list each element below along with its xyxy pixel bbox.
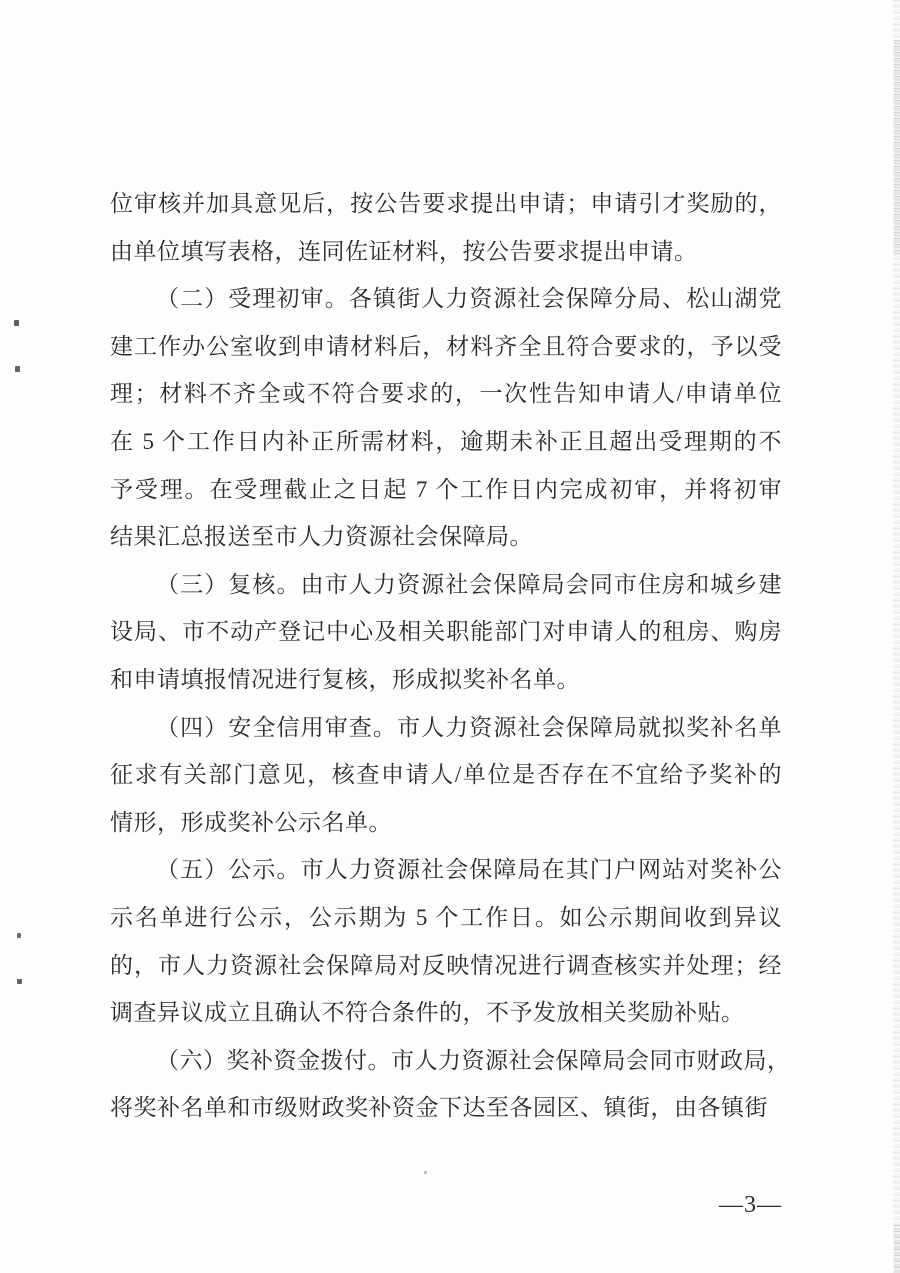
text-line: （六）奖补资金拨付。市人力资源社会保障局会同市财政局， — [156, 1047, 791, 1073]
scan-speck — [14, 320, 19, 326]
document-body — [110, 180, 791, 1132]
text-line: 结果汇总报送至市人力资源社会保障局。 — [110, 524, 533, 550]
text-line: 理；材料不齐全或不符合要求的，一次性告知申请人/申请单位 — [110, 381, 782, 407]
text-line: 调查异议成立且确认不符合条件的，不予发放相关奖励补贴。 — [110, 1000, 745, 1026]
text-line: 在 5 个工作日内补正所需材料，逾期未补正且超出受理期的不 — [110, 428, 782, 454]
page-number: —3— — [719, 1192, 782, 1218]
text-line: 的，市人力资源社会保障局对反映情况进行调查核实并处理；经 — [110, 952, 782, 978]
scan-speck — [424, 1171, 427, 1174]
scan-edge-noise — [894, 1225, 900, 1273]
text-line: 予受理。在受理截止之日起 7 个工作日内完成初审，并将初审 — [110, 476, 782, 502]
text-line: 将奖补名单和市级财政奖补资金下达至各园区、镇街，由各镇街 — [110, 1095, 768, 1121]
text-line: 和申请填报情况进行复核，形成拟奖补名单。 — [110, 666, 580, 692]
text-line: （四）安全信用审查。市人力资源社会保障局就拟奖补名单 — [156, 714, 782, 740]
text-line: 情形，形成奖补公示名单。 — [110, 809, 392, 835]
text-line: 由单位填写表格，连同佐证材料，按公告要求提出申请。 — [110, 238, 698, 264]
text-line: （二）受理初审。各镇街人力资源社会保障分局、松山湖党 — [156, 286, 782, 312]
scan-speck — [17, 933, 21, 938]
text-line: 设局、市不动产登记中心及相关职能部门对申请人的租房、购房 — [110, 619, 782, 645]
text-line: （三）复核。由市人力资源社会保障局会同市住房和城乡建 — [156, 571, 782, 597]
text-line: 位审核并加具意见后，按公告要求提出申请；申请引才奖励的， — [110, 191, 782, 216]
text-line: 示名单进行公示，公示期为 5 个工作日。如公示期间收到异议 — [110, 904, 782, 930]
text-line: 建工作办公室收到申请材料后，材料齐全且符合要求的，予以受 — [110, 333, 782, 359]
scan-edge-noise — [894, 40, 900, 255]
text-line: （五）公示。市人力资源社会保障局在其门户网站对奖补公 — [156, 857, 782, 883]
text-line: 征求有关部门意见，核查申请人/单位是否存在不宜给予奖补的 — [110, 762, 782, 788]
scan-speck — [15, 366, 20, 372]
scan-speck — [17, 979, 22, 984]
